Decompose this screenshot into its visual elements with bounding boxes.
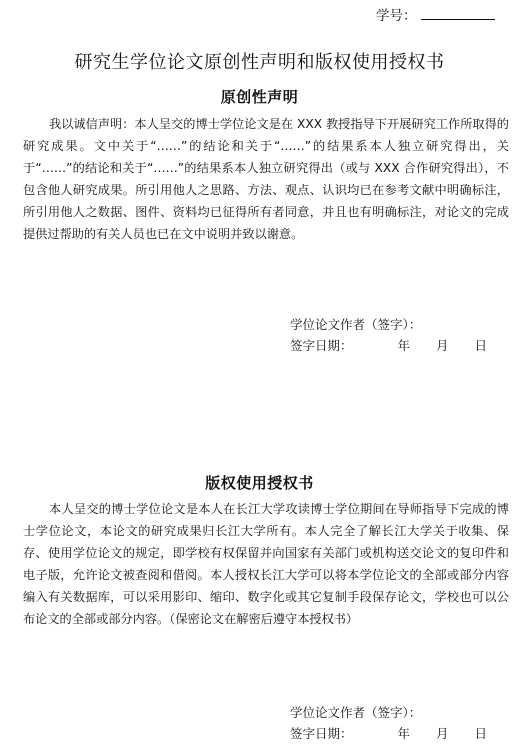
document-title: 研究生学位论文原创性声明和版权使用授权书 (74, 52, 445, 73)
originality-author-signature (290, 315, 421, 333)
month-label: 月 (436, 338, 449, 353)
year-label: 年 (397, 726, 411, 741)
year-label: 年 (397, 338, 411, 353)
student-id-field (376, 4, 495, 24)
originality-heading: 原创性声明 (220, 88, 299, 106)
student-id-blank-line[interactable] (421, 7, 495, 20)
day-label: 日 (474, 726, 488, 741)
copyright-signature-date (290, 724, 487, 742)
copyright-authorization: 本人呈交的博士学位论文是本人在长江大学攻读博士学位期间在导师指导下完成的博士学位论文，本论文的研究成果归长江大学所有。本人完全了解长江大学关于收集、保存、使用学位论文的规定，即学校有权保留并向国家有关部门或机构送交论文的复印件和电子版，允许论文被查阅和借阅。本人授权长江大学可以将本学位论文的全部或部分内容编入有关数据库，可以采用影印、缩印、数字化或其它复制手段保存论文，学校也可以公布论文的全部或部分内容。（保密论文在解密后遵守本授权书） (23, 502, 509, 626)
signature-date-label: 签字日期： (290, 338, 353, 353)
author-signature-label: 学位论文作者（签字）： (290, 317, 422, 332)
author-signature-label: 学位论文作者（签字）： (290, 705, 422, 720)
student-id-label: 学号： (376, 8, 417, 24)
signature-date-label: 签字日期： (290, 726, 353, 741)
day-label: 日 (474, 338, 488, 353)
originality-signature-date (290, 336, 487, 354)
copyright-author-signature (290, 703, 421, 721)
copyright-heading: 版权使用授权书 (205, 474, 314, 492)
month-label: 月 (436, 726, 449, 741)
originality-statement: 我以诚信声明：本人呈交的博士学位论文是在 XXX 教授指导下开展研究工作所取得的研究成果。文中关于“……”的结论和关于“……”的结果系本人独立研究得出，关于“……”的结论和关于“……”的结果系本人独立研究得出（或与 XXX 合作研究得出），不包含他人研究成果。所引用他人之思路、方法、观点、认识均已在参考文献中明确标注，所引用他人之数据、图件、资料均已征得所有者同意，并且也有明确标注，对论文的完成提供过帮助的有关人员也已在文中说明并致以谢意。 (23, 117, 509, 241)
